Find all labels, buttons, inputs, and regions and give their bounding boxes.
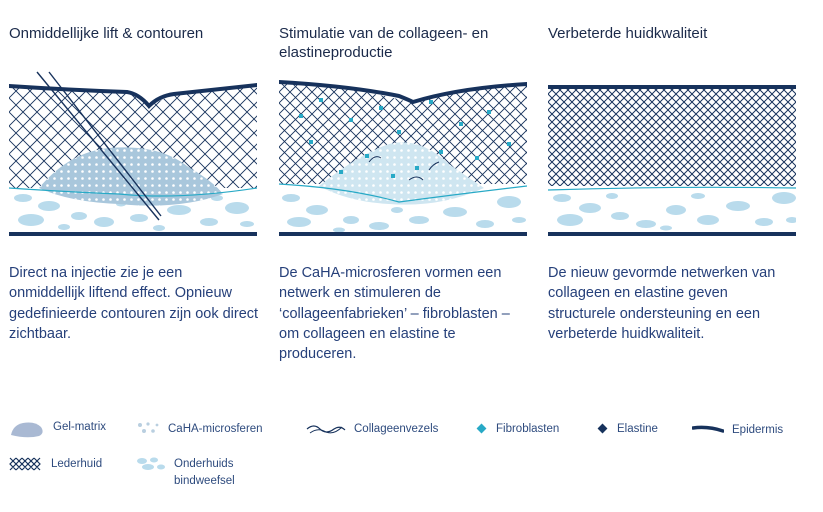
- gel-matrix-icon: [9, 419, 45, 439]
- fibroblast-icon: [476, 421, 488, 437]
- legend-label: Epidermis: [732, 424, 784, 436]
- legend-label-line: bindweefsel: [174, 475, 235, 487]
- elastin-icon: [597, 421, 609, 437]
- illustration-immediate-lift: [9, 70, 257, 240]
- legend-label: Fibroblasten: [496, 423, 560, 435]
- legend-label: Gel-matrix: [53, 421, 107, 433]
- legend-label: CaHA-microsferen: [168, 423, 263, 435]
- illustration-stimulation: [279, 70, 527, 240]
- dermis-mesh-icon: [9, 456, 43, 472]
- legend-label: Lederhuid: [51, 458, 103, 470]
- panel-title: Stimulatie van de collageen- en elastineproductie: [279, 25, 489, 61]
- legend-collagen-fibers: [306, 421, 438, 438]
- subcutaneous-icon: [136, 456, 166, 472]
- legend-label-line: Onderhuids: [174, 458, 234, 470]
- legend-subcutaneous: [136, 456, 235, 490]
- collagen-fiber-icon: [306, 421, 346, 437]
- panel-description: De CaHA-microsferen vormen een netwerk en stimuleren de ‘collageenfabrieken’ – fibroblasten – om collageen en elastine te produceren.: [279, 265, 510, 363]
- legend-epidermis: [692, 422, 783, 439]
- legend-label: Elastine: [617, 423, 658, 435]
- legend-caha-microspheres: [136, 421, 263, 438]
- legend-gel-matrix: [9, 419, 106, 439]
- legend-label: Collageenvezels: [354, 423, 439, 435]
- legend-elastin: [597, 421, 658, 438]
- epidermis-icon: [692, 422, 724, 436]
- illustration-skin-quality: [548, 70, 796, 240]
- panel-description: De nieuw gevormde netwerken van collageen en elastine geven structurele ondersteuning en een verbeterde huidkwaliteit.: [548, 265, 776, 342]
- panel-title: Onmiddellijke lift & contouren: [9, 25, 204, 42]
- legend-dermis: [9, 456, 102, 473]
- legend-label: [174, 456, 235, 490]
- legend-fibroblasts: [476, 421, 559, 438]
- microspheres-icon: [136, 421, 160, 437]
- panel-description: Direct na injectie zie je een onmiddellijk liftend effect. Opnieuw gedefinieerde contouren zijn ook direct zichtbaar.: [9, 265, 259, 342]
- panel-title: Verbeterde huidkwaliteit: [548, 25, 708, 42]
